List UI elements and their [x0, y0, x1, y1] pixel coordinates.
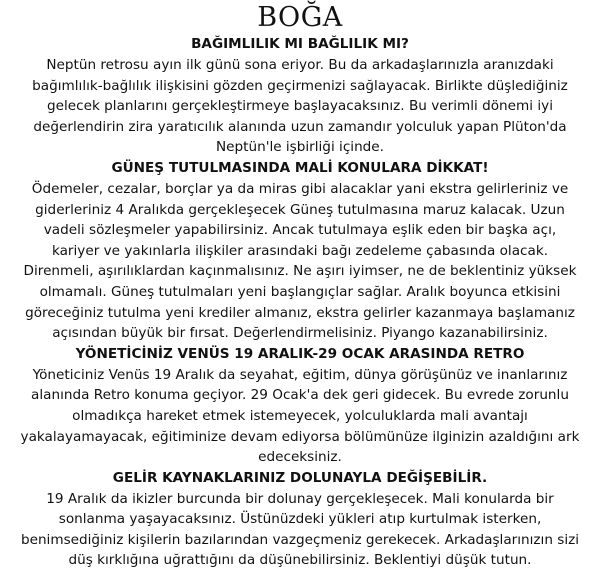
section-3	[4, 344, 596, 468]
section-4	[4, 468, 596, 571]
section-1	[4, 34, 596, 158]
paragraph-line: 19 Aralık da ikizler burcunda bir dolunay gerçekleşecek. Mali konularda bir	[46, 490, 554, 507]
section-paragraph	[4, 179, 596, 344]
paragraph-line: göreceğiniz tutulma yeni krediler almanız, ekstra gelirler kazanmaya başlamanız	[25, 304, 575, 321]
paragraph-line: Ödemeler, cezalar, borçlar ya da miras gibi alacaklar yani ekstra gelirleriniz ve	[31, 180, 569, 197]
paragraph-line: Neptün retrosu ayın ilk günü sona eriyor. Bu da arkadaşlarınızla aranızdaki	[46, 57, 554, 73]
page-title: BOĞA	[257, 2, 343, 33]
paragraph-line: açısından büyük bir fırsat. Değerlendirmelisiniz. Piyango kazanabilirsiniz.	[52, 325, 548, 342]
paragraph-line: yakalayamayacak, eğitiminize devam ediyorsa bölümünüze ilginizin azaldığını ark	[20, 428, 580, 445]
paragraph-line: değerlendirin zira yaratıcılık alanında uzun zamandır yolculuk yapan Plüton'da	[33, 118, 567, 135]
paragraph-line: benimsediğiniz kişilerin bazılarından vazgeçmeniz gerekecek. Arkadaşlarınızın sizi	[20, 531, 580, 548]
paragraph-line: Direnmeli, aşırılıklardan kaçınmalısınız. Ne aşırı iyimser, ne de beklentiniz yüksek	[23, 263, 577, 280]
paragraph-line: düş kırklığına uğrattığını da düşünebilirsiniz. Beklentiyi düşük tutun.	[68, 552, 532, 569]
paragraph-line: Yöneticiniz Venüs 19 Aralık da seyahat, eğitim, dünya görüşünüz ve inanlarınız	[32, 366, 568, 383]
section-heading: GELİR KAYNAKLARINIZ DOLUNAYLA DEĞİŞEBİLİR.	[112, 469, 488, 486]
paragraph-line: gelecek planlarını gerçekleştirmeye başlayacaksınız. Bu verimli dönemi iyi	[47, 98, 553, 115]
paragraph-line: bağımlılık-bağlılık ilişkisini gözden geçirmenizi sağlayacak. Birlikte düşlediğiniz	[32, 77, 568, 94]
section-heading: BAĞIMLILIK MI BAĞLILIK MI?	[191, 36, 409, 52]
section-heading: YÖNETİCİNİZ VENÜS 19 ARALIK-29 OCAK ARASINDA RETRO	[75, 345, 525, 362]
paragraph-line: kariyer ve yakınlarla ilişkiler arasındaki bağı zedeleme çabasında olacak.	[51, 242, 549, 259]
section-heading: GÜNEŞ TUTULMASINDA MALİ KONULARA DİKKAT!	[111, 159, 489, 176]
paragraph-line: alanında Retro konuma geçiyor. 29 Ocak'a dek geri gidecek. Bu evrede zorunlu	[31, 387, 569, 404]
paragraph-line: giderleriniz 4 Aralıkda gerçekleşecek Güneş tutulmasına maruz kalacak. Uzun	[35, 201, 565, 218]
section-2	[4, 158, 596, 344]
paragraph-line: Neptün'le işbirliği içinde.	[215, 139, 384, 156]
paragraph-line: olmadıkça hareket etmek istemeyecek, yolculuklarda mali avantajı	[72, 407, 528, 424]
section-paragraph	[4, 365, 596, 468]
paragraph-line: edeceksiniz.	[258, 449, 342, 466]
paragraph-line: sonlanma yaşayacaksınız. Üstünüzdeki yükleri atıp kurtulmak isterken,	[58, 511, 542, 528]
paragraph-line: vadeli sözleşmeler yapabilirsiniz. Ancak tutulmaya eşlik eden bir başka açı,	[43, 222, 557, 239]
section-paragraph	[4, 489, 596, 571]
section-paragraph	[4, 55, 596, 158]
paragraph-line: olmamalı. Güneş tutulmaları yeni başlangıçlar sağlar. Aralık boyunca etkisini	[39, 283, 561, 300]
